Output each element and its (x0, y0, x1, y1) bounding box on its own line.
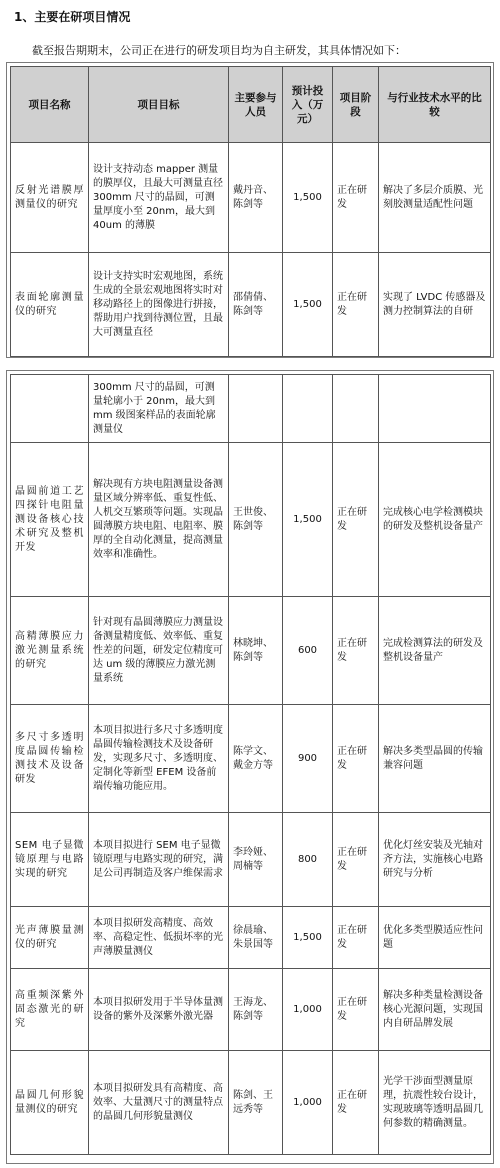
header-project-name: 项目名称 (11, 67, 89, 143)
table-row (11, 375, 491, 443)
cell-name: SEM 电子显微镜原理与电路实现的研究 (11, 813, 89, 907)
cell-stage: 正在研发 (333, 143, 379, 253)
cell-stage: 正在研发 (333, 597, 379, 705)
cell-people: 李玲娅、周楠等 (229, 813, 283, 907)
cell-goal: 300mm 尺寸的晶圆，可测量轮廓小于 20nm，最大到 mm 级图案样品的表面轮廓测量仪 (89, 375, 229, 443)
table-row (11, 597, 491, 705)
cell-people: 陈学文、戴金方等 (229, 705, 283, 813)
cell-budget (283, 375, 333, 443)
cell-comparison (379, 375, 491, 443)
header-people: 主要参与人员 (229, 67, 283, 143)
cell-people (229, 375, 283, 443)
cell-comparison: 解决多类型晶圆的传输兼容问题 (379, 705, 491, 813)
cell-comparison: 优化多类型膜适应性问题 (379, 907, 491, 969)
cell-goal: 本项目拟进行 SEM 电子显微镜原理与电路实现的研究，满足公司再制造及客户维保需求 (89, 813, 229, 907)
cell-goal: 解决现有方块电阻测量设备测量区域分辨率低、重复性低、人机交互繁琐等问题。实现晶圆薄膜方块电阻、电阻率、膜厚的全自动化测量，提高测量效率和准确性。 (89, 443, 229, 597)
cell-stage: 正在研发 (333, 443, 379, 597)
rd-table-part-1 (10, 66, 491, 357)
cell-budget: 1,000 (283, 969, 333, 1051)
cell-goal: 本项目拟研发具有高精度、高效率、大量测尺寸的测量特点的晶圆几何形貌量测仪 (89, 1051, 229, 1155)
cell-budget: 1,500 (283, 443, 333, 597)
cell-people: 王海龙、陈剑等 (229, 969, 283, 1051)
cell-people: 邵倩倩、陈剑等 (229, 253, 283, 357)
cell-name: 光声薄膜量测仪的研究 (11, 907, 89, 969)
cell-goal: 针对现有晶圆薄膜应力测量设备测量精度低、效率低、重复性差的问题，研发定位精度可达 um 级的薄膜应力激光测量系统 (89, 597, 229, 705)
cell-comparison: 实现了 LVDC 传感器及测力控制算法的自研 (379, 253, 491, 357)
cell-stage: 正在研发 (333, 1051, 379, 1155)
header-stage: 项目阶段 (333, 67, 379, 143)
cell-goal: 本项目拟进行多尺寸多透明度晶圆传输检测技术及设备研发，实现多尺寸、多透明度、定制化等新型 EFEM 设备前端传输功能应用。 (89, 705, 229, 813)
cell-budget: 1,500 (283, 143, 333, 253)
table-row (11, 443, 491, 597)
cell-comparison: 完成核心电学检测模块的研发及整机设备量产 (379, 443, 491, 597)
cell-people: 戴丹音、陈剑等 (229, 143, 283, 253)
header-budget: 预计投入（万元） (283, 67, 333, 143)
header-comparison: 与行业技术水平的比较 (379, 67, 491, 143)
cell-comparison: 优化灯丝安装及光轴对齐方法，实施核心电路研究与分析 (379, 813, 491, 907)
cell-stage: 正在研发 (333, 705, 379, 813)
cell-people: 徐晨瑜、朱景国等 (229, 907, 283, 969)
cell-comparison: 光学干涉面型测量原理，抗震性较台设计，实现玻璃等透明晶圆几何参数的精确测量。 (379, 1051, 491, 1155)
cell-goal: 设计支持动态 mapper 测量的膜厚仪，且最大可测量直径 300mm 尺寸的晶圆，可测量厚度小至 20nm，最大到 40um 的薄膜 (89, 143, 229, 253)
cell-stage: 正在研发 (333, 813, 379, 907)
intro-text: 截至报告期期末，公司正在进行的研发项目均为自主研发，其具体情况如下： (32, 44, 406, 57)
table-row (11, 253, 491, 357)
cell-stage: 正在研发 (333, 253, 379, 357)
cell-budget: 900 (283, 705, 333, 813)
cell-name: 表面轮廓测量仪的研究 (11, 253, 89, 357)
table-row (11, 143, 491, 253)
cell-comparison: 解决多种类量检测设备核心光源问题，实现国内自研品牌发展 (379, 969, 491, 1051)
cell-name: 晶圆前道工艺四探针电阻量测设备核心技术研究及整机开发 (11, 443, 89, 597)
cell-budget: 1,500 (283, 907, 333, 969)
cell-budget: 1,500 (283, 253, 333, 357)
cell-goal: 本项目拟研发高精度、高效率、高稳定性、低损坏率的光声薄膜量测仪 (89, 907, 229, 969)
cell-budget: 800 (283, 813, 333, 907)
table-row (11, 907, 491, 969)
cell-stage (333, 375, 379, 443)
section-heading: 1、主要在研项目情况 (14, 10, 131, 24)
cell-name (11, 375, 89, 443)
table-row (11, 1051, 491, 1155)
cell-stage: 正在研发 (333, 969, 379, 1051)
cell-comparison: 解决了多层介质膜、光刻胶测量适配性问题 (379, 143, 491, 253)
cell-goal: 设计支持实时宏观地图，系统生成的全景宏观地图将实时对移动路径上的图像进行拼接，帮助用户找到待测位置，且最大可测量直径 (89, 253, 229, 357)
cell-goal: 本项目拟研发用于半导体量测设备的紫外及深紫外激光器 (89, 969, 229, 1051)
cell-stage: 正在研发 (333, 907, 379, 969)
cell-name: 高精薄膜应力激光测量系统的研究 (11, 597, 89, 705)
cell-budget: 1,000 (283, 1051, 333, 1155)
cell-people: 王世俊、陈剑等 (229, 443, 283, 597)
cell-name: 多尺寸多透明度晶圆传输检测技术及设备研发 (11, 705, 89, 813)
table-row (11, 969, 491, 1051)
table-header-row (11, 67, 491, 143)
cell-people: 林晓坤、陈剑等 (229, 597, 283, 705)
cell-name: 高重频深紫外固态激光的研究 (11, 969, 89, 1051)
cell-name: 反射光谱膜厚测量仪的研究 (11, 143, 89, 253)
cell-name: 晶圆几何形貌量测仪的研究 (11, 1051, 89, 1155)
cell-budget: 600 (283, 597, 333, 705)
table-row (11, 705, 491, 813)
cell-comparison: 完成检测算法的研发及整机设备量产 (379, 597, 491, 705)
rd-table-part-2 (10, 374, 491, 1155)
table-row (11, 813, 491, 907)
cell-people: 陈剑、王远秀等 (229, 1051, 283, 1155)
header-project-goal: 项目目标 (89, 67, 229, 143)
